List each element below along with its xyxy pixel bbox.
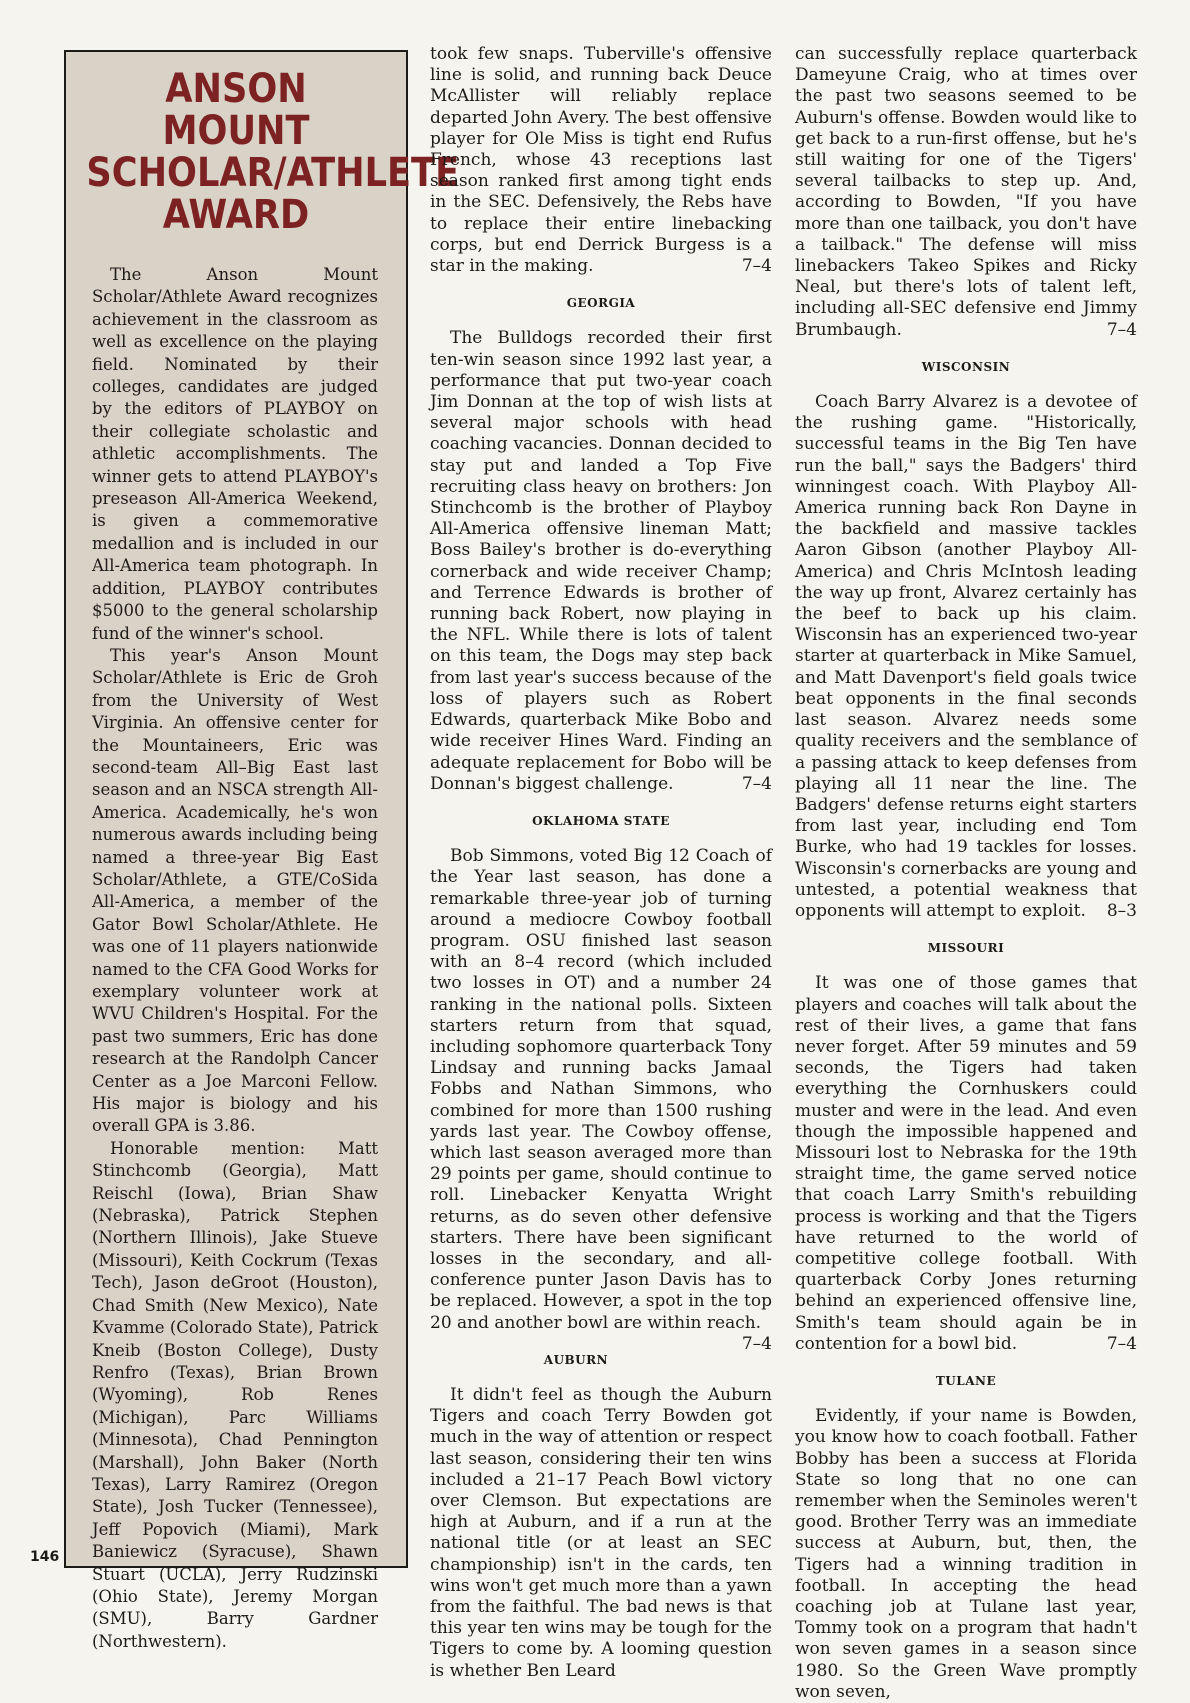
paragraph-text: It was one of those games that players and coaches will talk about the rest of their lives, a game that fans never forget. After 59 minutes and 59 seconds, the Tigers had taken everything the Cornhuskers could muster and were in the lead. And even though the impossible happened and Missouri lost to Nebraska for the 19th straight time, the game served notice that coach Larry Smith's rebuilding process is working and that the Tigers have returned to the world of competitive college football. With quarterback Corby Jones returning behind an experienced offensive line, Smith's team should again be in contention for a bowl bid. bbox=[795, 973, 1137, 1354]
section-heading: MISSOURI bbox=[927, 941, 1005, 956]
article-paragraph: It didn't feel as though the Auburn Tigers and coach Terry Bowden got much in the way of attention or respect last season, considering their ten wins included a 21–17 Peach Bowl victory over Clemson. But expectations are high at Auburn, and if a run at the national title (or at least an SEC championship) isn't in the cards, ten wins won't get much more than a yawn from the faithful. The bad news is that this year ten wins may be tough for the Tigers to come by. A looming question is whether Ben Leard bbox=[430, 1384, 772, 1681]
section-heading: AUBURN bbox=[543, 1352, 609, 1367]
article-column-2 bbox=[795, 44, 1137, 1703]
team-record: 7–4 bbox=[741, 773, 772, 794]
paragraph-text: can successfully replace quarterback Dameyune Craig, who at times over the past two seasons seemed to be Auburn's offense. Bowden would like to get back to a run-first offense, but he's still waiting for one of the Tigers' several tailbacks to step up. And, according to Bowden, "If you have more than one tailback, you don't have a tailback." The defense will miss linebackers Takeo Spikes and Ricky Neal, but there's lots of talent left, including all-SEC defensive end Jimmy Brumbaugh. bbox=[795, 44, 1137, 340]
section-heading: WISCONSIN bbox=[921, 359, 1011, 374]
article-paragraph bbox=[430, 44, 772, 277]
paragraph-text: Bob Simmons, voted Big 12 Coach of the Year last season, has done a remarkable three-year job of turning around a mediocre Cowboy football program. OSU finished last season with an 8–4 record (which included two losses in OT) and a number 24 ranking in the national polls. Sixteen starters return from that squad, including sophomore quarterback Tony Lindsay and running backs Jamaal Fobbs and Nathan Simmons, who combined for more than 1500 rushing yards last year. The Cowboy offense, which last season averaged more than 29 points per game, should continue to roll. Linebacker Kenyatta Wright returns, as do seven other defensive starters. There have been significant losses in the secondary, and all-conference punter Jason Davis has to be replaced. However, a spot in the top 20 and another bowl are within reach. bbox=[430, 846, 772, 1333]
section-heading: OKLAHOMA STATE bbox=[532, 813, 670, 828]
team-record: 7–4 bbox=[741, 256, 772, 277]
paragraph-text: The Bulldogs recorded their first ten-win season since 1992 last year, a performance that put two-year coach Jim Donnan at the top of wish lists at several major schools with head coaching vacancies. Donnan decided to stay put and landed a Top Five recruiting class heavy on brothers: Jon Stinchcomb is the brother of Playboy All-America offensive lineman Matt; Boss Bailey's brother is do-everything cornerback and wide receiver Champ; and Terrence Edwards is brother of running back Robert, now playing in the NFL. While there is lots of talent on this team, the Dogs may step back from last year's success because of the loss of players such as Robert Edwards, quarterback Mike Bobo and wide receiver Hines Ward. Finding an adequate replacement for Bobo will be Donnan's biggest challenge. bbox=[430, 328, 772, 794]
section-heading: TULANE bbox=[935, 1373, 997, 1388]
paragraph-text: Coach Barry Alvarez is a devotee of the rushing game. "Historically, successful teams in the Big Ten have run the ball," says the Badgers' third winningest coach. With Playboy All-America running back Ron Dayne in the backfield and massive tackles Aaron Gibson (another Playboy All-America) and Chris McIntosh leading the way up front, Alvarez certainly has the beef to back up his claim. Wisconsin has an experienced two-year starter at quarterback in Mike Samuel, and Matt Davenport's field goals twice beat opponents in the final seconds last season. Alvarez needs some quality receivers and the semblance of a passing attack to keep defenses from playing all 11 near the line. The Badgers' defense returns eight starters from last year, including end Tom Burke, who had 19 tackles for losses. Wisconsin's cornerbacks are young and untested, a potential weakness that opponents will attempt to exploit. bbox=[795, 392, 1137, 921]
section-heading: GEORGIA bbox=[566, 296, 636, 311]
team-record: 7–4 bbox=[1106, 319, 1137, 340]
sidebar-paragraph: Honorable mention: Matt Stinchcomb (Georgia), Matt Reischl (Iowa), Brian Shaw (Nebraska), Patrick Stephen (Northern Illinois), Jake Stueve (Missouri), Keith Cockrum (Texas Tech), Jason deGroot (Houston), Chad Smith (New Mexico), Nate Kvamme (Colorado State), Patrick Kneib (Boston College), Dusty Renfro (Texas), Brian Brown (Wyoming), Rob Renes (Michigan), Parc Williams (Minnesota), Chad Pennington (Marshall), John Baker (North Texas), Larry Ramirez (Oregon State), Josh Tucker (Tennessee), Jeff Popovich (Miami), Mark Baniewicz (Syracuse), Shawn Stuart (UCLA), Jerry Rudzinski (Ohio State), Jeremy Morgan (SMU), Barry Gardner (Northwestern). bbox=[92, 1138, 378, 1651]
sidebar-paragraph: The Anson Mount Scholar/Athlete Award recognizes achievement in the classroom as well as excellence on the playing field. Nominated by their colleges, candidates are judged by the editors of PLAYBOY on their collegiate scholastic and athletic accomplishments. The winner gets to attend PLAYBOY's preseason All-America Weekend, is given a commemorative medallion and is included in our All-America team photograph. In addition, PLAYBOY contributes $5000 to the general scholarship fund of the winner's school. bbox=[92, 265, 378, 643]
article-paragraph bbox=[795, 44, 1137, 341]
sidebar-title bbox=[86, 66, 460, 238]
paragraph-text: took few snaps. Tuberville's offensive line is solid, and running back Deuce McAllister will reliably replace departed John Avery. The best offensive player for Ole Miss is tight end Rufus French, whose 43 receptions last season ranked first among tight ends in the SEC. Defensively, the Rebs have to replace their entire linebacking corps, but end Derrick Burgess is a star in the making. bbox=[430, 44, 772, 277]
article-column-1 bbox=[430, 44, 772, 1682]
article-paragraph bbox=[795, 973, 1137, 1355]
article-paragraph bbox=[795, 392, 1137, 922]
article-paragraph bbox=[430, 328, 772, 794]
article-paragraph bbox=[430, 846, 772, 1354]
team-record: 7–4 bbox=[741, 1333, 772, 1354]
page-number: 146 bbox=[30, 1549, 60, 1565]
team-record: 8–3 bbox=[1106, 900, 1137, 921]
sidebar-paragraph: This year's Anson Mount Scholar/Athlete is Eric de Groh from the University of West Virginia. An offensive center for the Mountaineers, Eric was second-team All–Big East last season and an NSCA strength All-America. Academically, he's won numerous awards including being named a three-year Big East Scholar/Athlete, a GTE/CoSida All-America, a member of the Gator Bowl Scholar/Athlete. He was one of 11 players nationwide named to the CFA Good Works for exemplary volunteer work at WVU Children's Hospital. For the past two summers, Eric has done research at the Randolph Cancer Center as a Joe Marconi Fellow. His major is biology and his overall GPA is 3.86. bbox=[92, 645, 378, 1136]
scholar-athlete-sidebar bbox=[64, 50, 460, 1651]
sidebar-title-line: AWARD bbox=[162, 192, 310, 238]
team-record: 7–4 bbox=[1106, 1333, 1137, 1354]
sidebar-title-line: SCHOLAR/ATHLETE bbox=[86, 150, 460, 196]
sidebar-title-line: ANSON MOUNT bbox=[162, 66, 310, 154]
article-paragraph: Evidently, if your name is Bowden, you know how to coach football. Father Bobby has been a success at Florida State so long that no one can remember when the Seminoles weren't good. Brother Terry was an immediate success at Auburn, but, then, the Tigers had a winning tradition in football. In accepting the head coaching job at Tulane last year, Tommy took on a program that hadn't won seven games in a season since 1980. So the Green Wave promptly won seven, bbox=[795, 1406, 1137, 1702]
